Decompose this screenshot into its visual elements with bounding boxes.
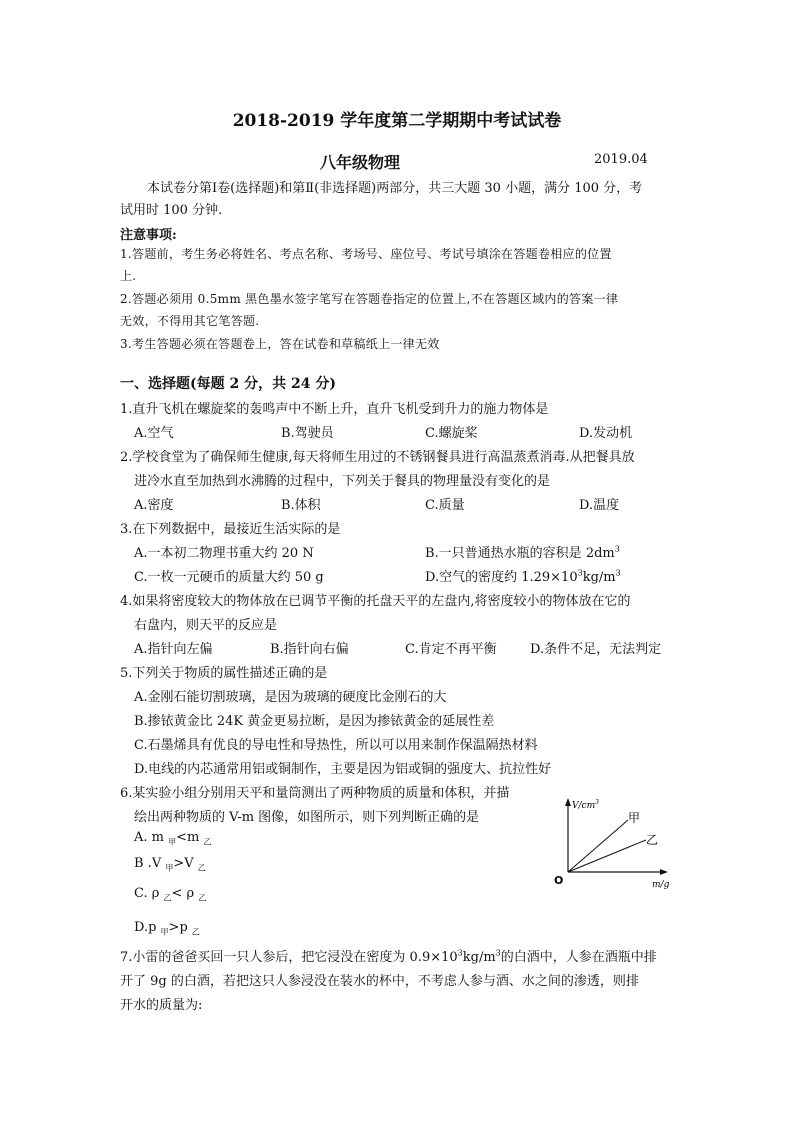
q5-option-c: C.石墨烯具有优良的导电性和导热性，所以可以用来制作保温隔热材料 <box>134 738 538 753</box>
q5-option-b: B.掺铱黄金比 24K 黄金更易拉断，是因为掺铱黄金的延展性差 <box>134 714 495 729</box>
x-axis-label: m/g <box>652 880 670 890</box>
q4-option-b: B.指针向右偏 <box>270 642 349 657</box>
q1-option-b: B.驾驶员 <box>281 426 334 441</box>
q1-option-a: A.空气 <box>134 426 174 441</box>
q5-option-d: D.电线的内芯通常用铝或铜制作，主要是因为铝或铜的强度大、抗拉性好 <box>134 762 552 777</box>
q6-option-a: A. m $_甲$<m $_乙$ <box>134 830 212 847</box>
q4-stem-1: 4.如果将密度较大的物体放在已调节平衡的托盘天平的左盘内,将密度较小的物体放在它的 <box>120 594 631 609</box>
q6-option-d: D.p $_甲$>p $_乙$ <box>134 920 200 937</box>
note-3: 3.考生答题必须在答题卷上，答在试卷和草稿纸上一律无效 <box>120 337 440 351</box>
q2-stem-2: 进冷水直至加热到水沸腾的过程中，下列关于餐具的物理量没有变化的是 <box>134 474 551 489</box>
q2-option-b: B.体积 <box>281 498 321 513</box>
label-yi: 乙 <box>646 833 659 847</box>
line-yi <box>568 840 646 872</box>
notes-heading: 注意事项: <box>120 228 177 243</box>
q2-stem-1: 2.学校食堂为了确保师生健康,每天将师生用过的不锈钢餐具进行高温蒸煮消毒.从把餐具放 <box>120 450 635 465</box>
note-2b: 无效，不得用其它笔答题. <box>120 314 260 328</box>
q3-stem: 3.在下列数据中，最接近生活实际的是 <box>120 522 341 537</box>
intro-line-2: 试用时 100 分钟. <box>120 203 223 218</box>
label-jia: 甲 <box>628 811 641 825</box>
q2-option-d: D.温度 <box>579 498 620 513</box>
q7-line-3: 开水的质量为: <box>120 998 203 1013</box>
y-axis-arrow <box>565 798 571 806</box>
note-2a: 2.答题必须用 0.5mm 黑色墨水签字笔写在答题卷指定的位置上,不在答题区域内的答案一律 <box>120 292 619 306</box>
x-axis-arrow <box>660 869 668 875</box>
q1-stem: 1.直升飞机在螺旋桨的轰鸣声中不断上升，直升飞机受到升力的施力物体是 <box>120 402 549 417</box>
q4-option-a: A.指针向左偏 <box>134 642 213 657</box>
line-jia <box>568 820 628 872</box>
q6-option-c: C. ρ $_乙$< ρ $_乙$ <box>134 886 207 903</box>
intro-line-1: 本试卷分第Ⅰ卷(选择题)和第Ⅱ(非选择题)两部分，共三大题 30 小题，满分 100 分，考 <box>147 181 643 196</box>
q7-line-2: 开了 9g 的白酒，若把这只人参浸没在装水的杯中，不考虑人参与酒、水之间的渗透，则排 <box>120 974 639 989</box>
v-m-graph <box>548 790 678 890</box>
q1-option-d: D.发动机 <box>579 426 633 441</box>
subject-title: 八年级物理 <box>320 153 401 172</box>
q4-option-d: D.条件不足，无法判定 <box>530 642 662 657</box>
q3-option-b: B.一只普通热水瓶的容积是 $2dm^3$ <box>425 544 620 561</box>
origin-label: O <box>554 874 564 887</box>
note-1b: 上. <box>120 269 137 283</box>
q3-option-d: D.空气的密度约 $1.29\times 10^3kg/m^3$ <box>425 568 621 585</box>
q5-option-a: A.金刚石能切割玻璃，是因为玻璃的硬度比金刚石的大 <box>134 690 447 705</box>
q1-option-c: C.螺旋桨 <box>425 426 478 441</box>
q6-stem-2: 绘出两种物质的 V-m 图像，如图所示，则下列判断正确的是 <box>134 810 480 825</box>
section-heading: 一、选择题(每题 2 分，共 24 分) <box>120 376 336 392</box>
q6-stem-1: 6.某实验小组分别用天平和量筒测出了两种物质的质量和体积，并描 <box>120 786 510 801</box>
exam-date: 2019.04 <box>594 152 648 167</box>
y-axis-label: $V/cm^3$ <box>572 799 599 811</box>
note-1a: 1.答题前，考生务必将姓名、考点名称、考场号、座位号、考试号填涂在答题卷相应的位置 <box>120 247 612 261</box>
q6-option-b: B .V $_甲$>V $_乙$ <box>134 856 206 873</box>
q2-option-c: C.质量 <box>425 498 465 513</box>
q3-option-a: A.一本初二物理书重大约 20 N <box>134 546 314 561</box>
q5-stem: 5.下列关于物质的属性描述正确的是 <box>120 666 328 681</box>
q4-stem-2: 右盘内，则天平的反应是 <box>134 618 278 633</box>
q4-option-c: C.肯定不再平衡 <box>405 642 497 657</box>
q2-option-a: A.密度 <box>134 498 174 513</box>
q7-line-1: 7.小雷的爸爸买回一只人参后，把它浸没在密度为 $0.9\times 10^3kg/m^3$的白酒中，人参在酒瓶中排 <box>120 948 657 965</box>
q3-option-c: C.一枚一元硬币的质量大约 50 g <box>134 570 324 585</box>
exam-title: 2018-2019 学年度第二学期期中考试试卷 <box>232 111 562 131</box>
